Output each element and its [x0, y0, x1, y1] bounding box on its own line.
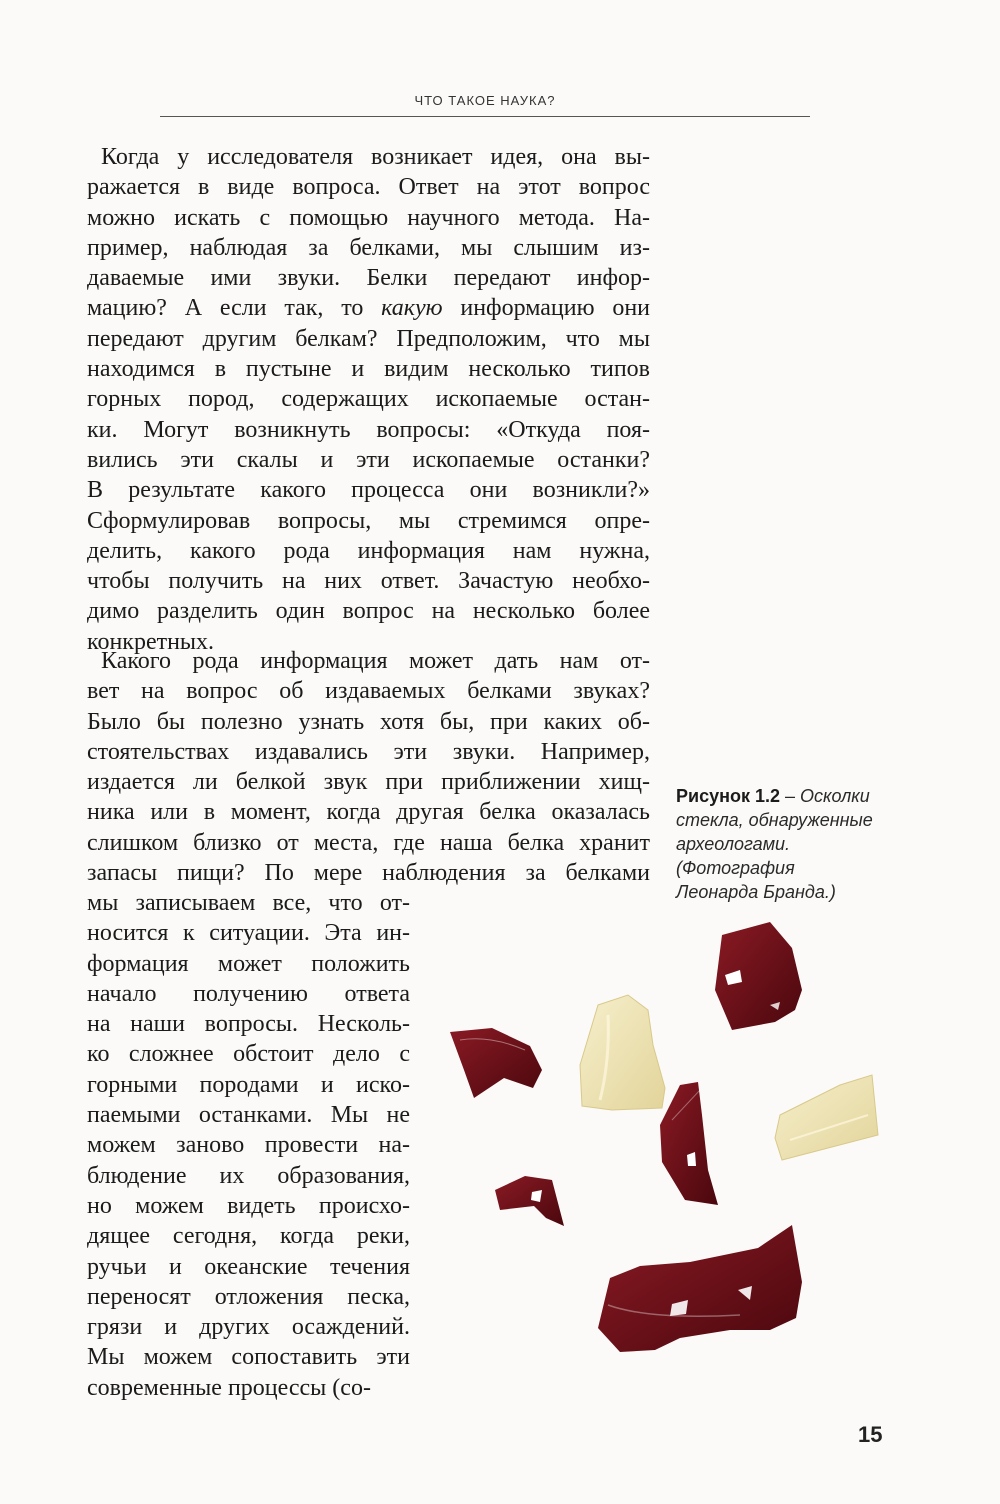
text-line: мы записываем все, что от- [87, 890, 410, 916]
text-line: димо разделить один вопрос на несколько более [87, 598, 650, 625]
text-line: ки. Могут возникнуть вопросы: «Откуда поя- [87, 416, 650, 443]
paragraph-2-continuation [87, 888, 410, 1403]
shard-middle [660, 1082, 718, 1205]
text-line: находимся в пустыне и видим несколько типов [87, 356, 650, 383]
glass-shards-photo [440, 910, 900, 1380]
text-line: Мы можем сопоставить эти [87, 1344, 410, 1371]
text-line: чтобы получить на них ответ. Зачастую необхо- [87, 568, 650, 595]
text-line: формация может положить [87, 950, 410, 977]
text-line: можем заново провести на- [87, 1132, 410, 1159]
text-line [87, 293, 650, 323]
text-line: Когда у исследователя возникает идея, она вы- [101, 144, 650, 170]
text-segment: мацию? А если так, то [87, 295, 382, 322]
text-line: конкретных. [87, 628, 215, 655]
text-line: горных пород, содержащих ископаемые остан- [87, 386, 650, 413]
text-line: но можем видеть происхо- [87, 1192, 410, 1219]
text-line: ражается в виде вопроса. Ответ на этот вопрос [87, 174, 650, 201]
text-line: ко сложнее обстоит дело с [87, 1041, 410, 1068]
text-line: переносят отложения песка, [87, 1283, 410, 1310]
running-head: ЧТО ТАКОЕ НАУКА? [414, 93, 556, 108]
text-line: даваемые ими звуки. Белки передают инфор- [87, 265, 650, 292]
text-line: можно искать с помощью научного метода. На- [87, 204, 650, 231]
text-line: ручьи и океанские течения [87, 1253, 410, 1280]
shard-left [450, 1028, 542, 1098]
figure-caption [676, 784, 876, 904]
caption-text: Осколки стекла, обнаруженные археологами. (Фотография Леонарда Бранда.) [676, 786, 873, 902]
text-line: дящее сегодня, когда реки, [87, 1223, 410, 1250]
caption-dash: – [780, 786, 801, 806]
text-line: вились эти скалы и эти ископаемые останки? [87, 446, 650, 473]
text-line: ника или в момент, когда другая белка оказалась [87, 799, 650, 826]
text-line: носится к ситуации. Эта ин- [87, 920, 410, 947]
text-line: делить, какого рода информация нам нужна, [87, 537, 650, 564]
shard-small [495, 1176, 564, 1226]
paragraph-1 [87, 142, 650, 657]
text-line: издается ли белкой звук при приближении хищ- [87, 769, 650, 796]
text-line: грязи и других осаждений. [87, 1314, 410, 1341]
shard-bottle-base [598, 1225, 802, 1352]
text-line: Было бы полезно узнать хотя бы, при каких об- [87, 708, 650, 735]
shard-clear-center [580, 995, 665, 1110]
page-number: 15 [858, 1422, 883, 1447]
text-line: пример, наблюдая за белками, мы слышим из- [87, 234, 650, 261]
text-line: запасы пищи? По мере наблюдения за белками [87, 860, 650, 887]
text-line: вет на вопрос об издаваемых белками звуках? [87, 678, 650, 705]
text-line: слишком близко от места, где наша белка хранит [87, 829, 650, 856]
text-line: Сформулировав вопросы, мы стремимся опре- [87, 507, 650, 534]
figure-label: Рисунок 1.2 [676, 786, 780, 806]
text-line: паемыми останками. Мы не [87, 1102, 410, 1129]
text-line: передают другим белкам? Предположим, что мы [87, 325, 650, 352]
italic-word: какую [381, 295, 443, 322]
text-line: начало получению ответа [87, 980, 410, 1007]
text-line: В результате какого процесса они возникли?» [87, 477, 650, 504]
text-line: горными породами и иско- [87, 1071, 410, 1098]
text-line: современные процессы (со- [87, 1374, 371, 1401]
shard-top-right [715, 922, 802, 1030]
text-line: блюдение их образования, [87, 1162, 410, 1189]
text-line: стоятельствах издавались эти звуки. Например, [87, 738, 650, 765]
paragraph-2 [87, 646, 650, 888]
text-segment: информацию они [442, 295, 651, 322]
header-rule [160, 116, 810, 117]
shard-clear-right [775, 1075, 878, 1160]
text-line: Какого рода информация может дать нам от- [101, 648, 650, 674]
text-line: на наши вопросы. Несколь- [87, 1011, 410, 1038]
